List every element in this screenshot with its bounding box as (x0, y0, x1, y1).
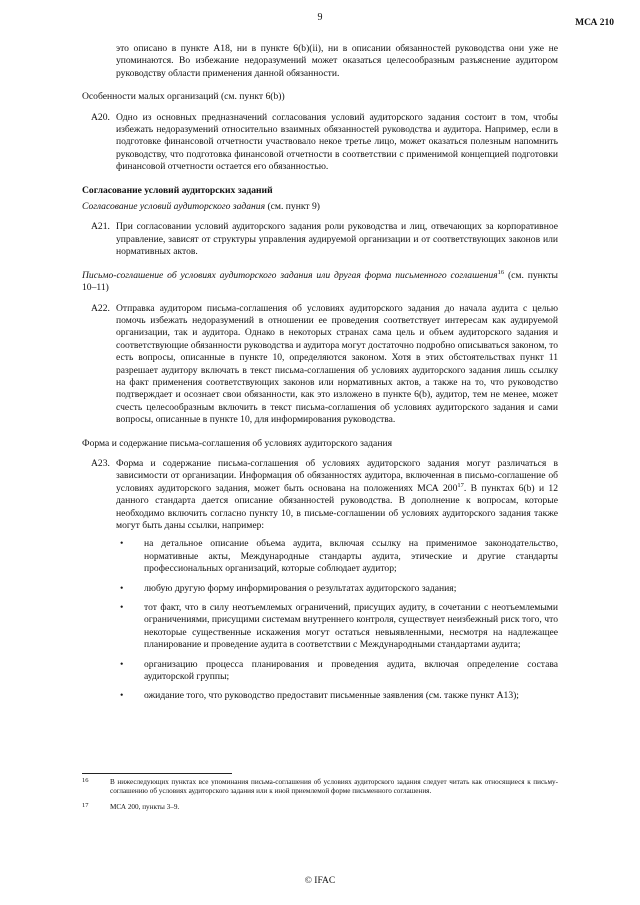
paragraph-label: A21. (91, 221, 110, 233)
paragraph-text (116, 458, 558, 532)
letter-heading-title: Письмо-соглашение об условиях аудиторского задания или другая форма письменного соглашения (82, 269, 498, 281)
page-number: 9 (317, 12, 323, 23)
agreement-heading: Согласование условий аудиторских заданий (82, 184, 273, 196)
agreement-subheading-title: Согласование условий аудиторского задания (82, 201, 266, 213)
form-content-heading: Форма и содержание письма-соглашения об условиях аудиторского задания (82, 437, 392, 449)
list-item (120, 538, 558, 575)
paragraph-text: При согласовании условий аудиторского задания роли руководства и лиц, отвечающих за корпоративное управление, зависят от структуры управления аудируемой организации и от соответствующих законов или нормативных актов. (116, 221, 558, 258)
intro-continuation: это описано в пункте А18, ни в пункте 6(b)(ii), ни в описании обязанностей руководства они уже не упоминаются. Во избежание недоразумений может оказаться целесообразным разъяснение аудитором руководству области применения данной обязанности. (116, 43, 558, 79)
footnote-ref-17: 17 (457, 481, 464, 489)
list-item (120, 602, 558, 652)
footnote-number: 16 (82, 777, 89, 784)
footnote-ref-16: 16 (497, 268, 505, 276)
footnote-17 (82, 803, 558, 812)
document-code: МСА 210 (575, 18, 614, 28)
paragraph-a22 (82, 303, 558, 427)
paragraph-text: Одно из основных предназначений согласования условий аудиторского задания состоит в том, чтобы избежать недоразумений относительно взаимных обязанностей руководства и аудитора. Например, если в подготовке финансовой отчетности участвовало некое третье лицо, может оказаться полезным напомнить руководству, что подготовка финансовой отчетности в соответствии с применимой концепцией подготовки финансовой отчетности остается его обязанностью. (116, 111, 558, 173)
bullet-icon: • (120, 538, 124, 550)
bullet-list (82, 538, 558, 702)
paragraph-a21 (82, 221, 558, 258)
small-entities-heading: Особенности малых организаций (см. пункт 6(b)) (82, 91, 285, 103)
list-item-text: на детальное описание объема аудита, включая ссылку на применимое законодательство, нормативные акты, Международные стандарты аудита, этические и другие стандарты профессиональных организаций, которые соблюдает аудитор; (144, 538, 558, 575)
list-item (120, 658, 558, 684)
footnote-16 (82, 778, 558, 797)
bullet-icon: • (120, 602, 124, 614)
letter-heading (82, 270, 558, 295)
footnote-divider (82, 773, 232, 774)
list-item (120, 582, 558, 595)
footnote-text: В нижеследующих пунктах все упоминания письма-соглашения об условиях аудиторского задания следует читать как относящиеся к письму-соглашению об условиях аудиторского задания или к иной приемлемой форме письменного соглашения. (110, 778, 558, 796)
footnote-text: МСА 200, пункты 3–9. (110, 802, 180, 811)
agreement-subheading (82, 201, 558, 213)
bullet-icon: • (120, 582, 124, 594)
paragraph-text-part1: Форма и содержание письма-соглашения об условиях аудиторского задания могут различаться в зависимости от организации. Информация об обязанностях аудитора, включенная в письмо-соглашение об условиях аудиторского задания, может быть основана на положениях МСА 200 (116, 457, 558, 494)
page-content (82, 43, 558, 710)
footnotes (82, 778, 558, 818)
list-item-text: ожидание того, что руководство предоставит письменные заявления (см. также пункт А13); (144, 690, 519, 702)
paragraph-label: A20. (91, 111, 110, 123)
list-item-text: организацию процесса планирования и проведения аудита, включая определение состава аудиторской группы; (144, 658, 558, 683)
list-item-text: любую другую форму информирования о результатах аудиторского задания; (144, 582, 457, 594)
letter-heading-ref: (см. пункты 10–11) (82, 269, 558, 294)
paragraph-a23 (82, 458, 558, 532)
paragraph-text-part2: . В пунктах 6(b) и 12 данного стандарта дается описание обязанностей руководства. В дополнение к вопросам, которые необходимо включить согласно пункту 10, в письме-соглашении об условиях аудиторского задания также могут быть даны ссылки, например: (116, 482, 558, 531)
agreement-subheading-ref: (см. пункт 9) (265, 201, 320, 213)
paragraph-text: Отправка аудитором письма-соглашения об условиях аудиторского задания до начала аудита с целью помочь избежать недоразумений в отношении ее проведения соответствует интересам как аудируемой организации, так и аудитора. Однако в некоторых странах сама цель и объем аудиторского задания и соответствующие обязанности руководства и аудитора могут достаточно подробно описываться законом, то есть вопросы, описанные в пункте 10, определяются законом. Хотя в этих обстоятельствах пункт 11 разрешает аудитору включать в текст письма-соглашения об условиях аудиторского задания лишь ссылку на факт применения соответствующих законов или нормативных актов, а также на то, что руководство подтверждает и осознает свои обязанности, как это изложено в пункте 6(b), аудитор, тем не менее, может счесть целесообразным включить в текст письма-соглашения об условиях аудиторского задания и сами вопросы, описанные в пункте 10, для информирования руководства. (116, 302, 558, 426)
copyright-footer: © IFAC (304, 876, 336, 886)
footnote-number: 17 (82, 801, 89, 809)
paragraph-label: A23. (91, 457, 110, 469)
paragraph-a20 (82, 112, 558, 174)
list-item (120, 690, 558, 702)
paragraph-label: A22. (91, 302, 110, 314)
bullet-icon: • (120, 658, 124, 670)
bullet-icon: • (120, 690, 124, 702)
list-item-text: тот факт, что в силу неотъемлемых ограничений, присущих аудиту, в сочетании с неотъемлемыми ограничениями, присущими системам внутреннего контроля, существует неизбежный риск того, что некоторые существенные искажения могут остаться невыявленными, несмотря на надлежащее планирование и проведение аудита в соответствии с Международными стандартами аудита; (144, 602, 558, 651)
